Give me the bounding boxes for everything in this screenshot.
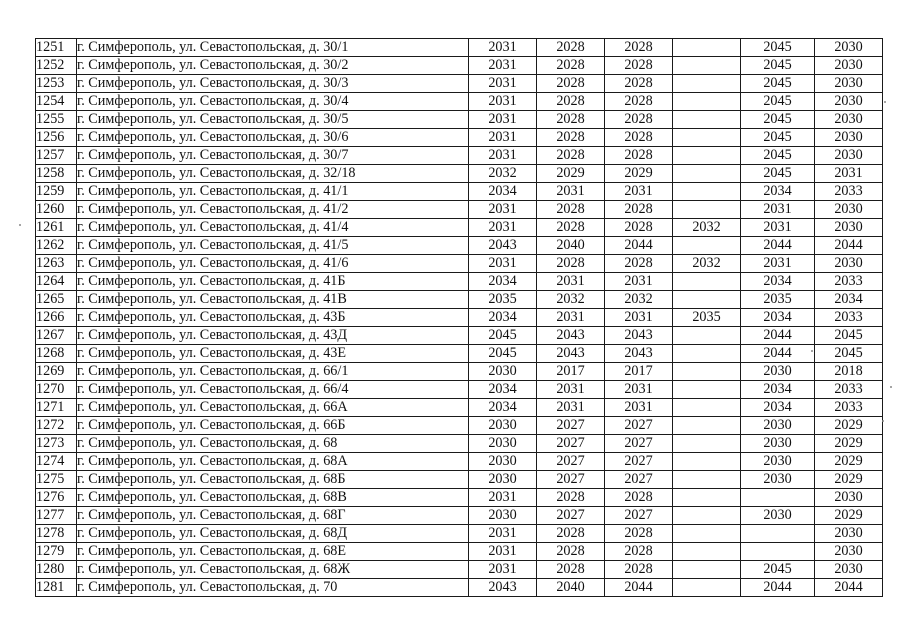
year-cell-3: 2027 <box>605 417 673 435</box>
year-cell-3: 2028 <box>605 543 673 561</box>
table-row <box>36 543 883 561</box>
year-cell-5: 2045 <box>741 147 815 165</box>
year-cell-5: 2034 <box>741 399 815 417</box>
year-cell-3: 2027 <box>605 453 673 471</box>
year-cell-6: 2033 <box>815 273 883 291</box>
row-number: 1273 <box>36 435 77 453</box>
address-cell: г. Симферополь, ул. Севастопольская, д. 41/4 <box>77 219 469 237</box>
table-row <box>36 561 883 579</box>
year-cell-1: 2031 <box>469 147 537 165</box>
year-cell-6: 2030 <box>815 111 883 129</box>
table-row <box>36 57 883 75</box>
address-cell: г. Симферополь, ул. Севастопольская, д. 32/18 <box>77 165 469 183</box>
year-cell-1: 2031 <box>469 543 537 561</box>
year-cell-5 <box>741 489 815 507</box>
year-cell-3: 2031 <box>605 381 673 399</box>
row-number: 1270 <box>36 381 77 399</box>
table-row <box>36 435 883 453</box>
year-cell-3: 2043 <box>605 327 673 345</box>
year-cell-1: 2034 <box>469 309 537 327</box>
table-row <box>36 471 883 489</box>
year-cell-4 <box>673 381 741 399</box>
table-row <box>36 111 883 129</box>
year-cell-4: 2032 <box>673 219 741 237</box>
address-cell: г. Симферополь, ул. Севастопольская, д. 66А <box>77 399 469 417</box>
year-cell-3: 2028 <box>605 75 673 93</box>
year-cell-1: 2030 <box>469 417 537 435</box>
year-cell-2: 2028 <box>537 489 605 507</box>
year-cell-2: 2028 <box>537 57 605 75</box>
year-cell-6: 2030 <box>815 39 883 57</box>
year-cell-4 <box>673 165 741 183</box>
address-cell: г. Симферополь, ул. Севастопольская, д. 41/6 <box>77 255 469 273</box>
year-cell-4 <box>673 111 741 129</box>
year-cell-6: 2033 <box>815 399 883 417</box>
table-row <box>36 201 883 219</box>
year-cell-6: 2033 <box>815 381 883 399</box>
year-cell-5: 2035 <box>741 291 815 309</box>
year-cell-6: 2029 <box>815 507 883 525</box>
table-row <box>36 399 883 417</box>
year-cell-3: 2028 <box>605 39 673 57</box>
year-cell-4 <box>673 93 741 111</box>
year-cell-6: 2030 <box>815 543 883 561</box>
year-cell-6: 2029 <box>815 435 883 453</box>
year-cell-5: 2045 <box>741 129 815 147</box>
year-cell-5: 2031 <box>741 255 815 273</box>
table-row <box>36 327 883 345</box>
row-number: 1253 <box>36 75 77 93</box>
address-cell: г. Симферополь, ул. Севастопольская, д. 30/4 <box>77 93 469 111</box>
table-row <box>36 39 883 57</box>
year-cell-5: 2045 <box>741 561 815 579</box>
year-cell-3: 2027 <box>605 507 673 525</box>
year-cell-5: 2044 <box>741 327 815 345</box>
year-cell-3: 2031 <box>605 399 673 417</box>
year-cell-5: 2034 <box>741 381 815 399</box>
address-cell: г. Симферополь, ул. Севастопольская, д. 43Д <box>77 327 469 345</box>
year-cell-2: 2031 <box>537 183 605 201</box>
row-number: 1277 <box>36 507 77 525</box>
year-cell-6: 2030 <box>815 201 883 219</box>
row-number: 1256 <box>36 129 77 147</box>
year-cell-2: 2028 <box>537 129 605 147</box>
row-number: 1281 <box>36 579 77 597</box>
year-cell-2: 2028 <box>537 219 605 237</box>
year-cell-4 <box>673 147 741 165</box>
table-row <box>36 237 883 255</box>
year-cell-6: 2045 <box>815 345 883 363</box>
table-row <box>36 309 883 327</box>
year-cell-4 <box>673 561 741 579</box>
row-number: 1263 <box>36 255 77 273</box>
row-number: 1265 <box>36 291 77 309</box>
year-cell-3: 2028 <box>605 57 673 75</box>
year-cell-6: 2045 <box>815 327 883 345</box>
year-cell-6: 2030 <box>815 129 883 147</box>
address-cell: г. Симферополь, ул. Севастопольская, д. 68В <box>77 489 469 507</box>
year-cell-4 <box>673 201 741 219</box>
year-cell-4 <box>673 183 741 201</box>
year-cell-5: 2045 <box>741 93 815 111</box>
row-number: 1252 <box>36 57 77 75</box>
housing-register-table <box>35 38 883 597</box>
address-cell: г. Симферополь, ул. Севастопольская, д. 68Ж <box>77 561 469 579</box>
document-page <box>35 38 883 597</box>
year-cell-6: 2033 <box>815 309 883 327</box>
address-cell: г. Симферополь, ул. Севастопольская, д. 68А <box>77 453 469 471</box>
table-row <box>36 183 883 201</box>
year-cell-2: 2031 <box>537 399 605 417</box>
year-cell-3: 2028 <box>605 201 673 219</box>
scan-speck <box>811 350 813 352</box>
address-cell: г. Симферополь, ул. Севастопольская, д. 30/3 <box>77 75 469 93</box>
year-cell-3: 2028 <box>605 255 673 273</box>
year-cell-4 <box>673 345 741 363</box>
table-row <box>36 507 883 525</box>
year-cell-5: 2030 <box>741 435 815 453</box>
year-cell-2: 2028 <box>537 561 605 579</box>
year-cell-1: 2031 <box>469 561 537 579</box>
year-cell-5: 2045 <box>741 39 815 57</box>
address-cell: г. Симферополь, ул. Севастопольская, д. 30/6 <box>77 129 469 147</box>
year-cell-4 <box>673 435 741 453</box>
year-cell-3: 2031 <box>605 183 673 201</box>
year-cell-4: 2032 <box>673 255 741 273</box>
year-cell-2: 2028 <box>537 39 605 57</box>
year-cell-5: 2045 <box>741 165 815 183</box>
year-cell-4 <box>673 417 741 435</box>
table-row <box>36 93 883 111</box>
year-cell-4 <box>673 57 741 75</box>
table-body <box>36 39 883 597</box>
year-cell-4 <box>673 399 741 417</box>
year-cell-3: 2028 <box>605 147 673 165</box>
table-row <box>36 255 883 273</box>
year-cell-1: 2031 <box>469 525 537 543</box>
address-cell: г. Симферополь, ул. Севастопольская, д. 68Д <box>77 525 469 543</box>
year-cell-5: 2031 <box>741 201 815 219</box>
year-cell-6: 2030 <box>815 93 883 111</box>
year-cell-2: 2031 <box>537 273 605 291</box>
scan-speck <box>19 224 21 226</box>
year-cell-3: 2027 <box>605 471 673 489</box>
year-cell-6: 2030 <box>815 219 883 237</box>
row-number: 1269 <box>36 363 77 381</box>
year-cell-2: 2028 <box>537 93 605 111</box>
row-number: 1261 <box>36 219 77 237</box>
year-cell-3: 2017 <box>605 363 673 381</box>
year-cell-3: 2027 <box>605 435 673 453</box>
address-cell: г. Симферополь, ул. Севастопольская, д. 30/5 <box>77 111 469 129</box>
year-cell-4 <box>673 363 741 381</box>
year-cell-4 <box>673 75 741 93</box>
row-number: 1278 <box>36 525 77 543</box>
year-cell-6: 2030 <box>815 525 883 543</box>
address-cell: г. Симферополь, ул. Севастопольская, д. 30/7 <box>77 147 469 165</box>
row-number: 1258 <box>36 165 77 183</box>
year-cell-1: 2031 <box>469 201 537 219</box>
year-cell-5: 2044 <box>741 345 815 363</box>
year-cell-2: 2028 <box>537 525 605 543</box>
year-cell-3: 2044 <box>605 579 673 597</box>
scan-speck <box>884 101 886 103</box>
year-cell-2: 2017 <box>537 363 605 381</box>
address-cell: г. Симферополь, ул. Севастопольская, д. 70 <box>77 579 469 597</box>
year-cell-1: 2032 <box>469 165 537 183</box>
year-cell-2: 2029 <box>537 165 605 183</box>
year-cell-4 <box>673 273 741 291</box>
year-cell-2: 2028 <box>537 147 605 165</box>
year-cell-3: 2032 <box>605 291 673 309</box>
year-cell-1: 2043 <box>469 237 537 255</box>
address-cell: г. Симферополь, ул. Севастопольская, д. 68Г <box>77 507 469 525</box>
year-cell-5: 2030 <box>741 507 815 525</box>
year-cell-4 <box>673 291 741 309</box>
year-cell-4 <box>673 471 741 489</box>
year-cell-1: 2031 <box>469 219 537 237</box>
address-cell: г. Симферополь, ул. Севастопольская, д. 66/1 <box>77 363 469 381</box>
table-row <box>36 363 883 381</box>
row-number: 1259 <box>36 183 77 201</box>
scan-speck <box>882 420 884 422</box>
year-cell-6: 2029 <box>815 453 883 471</box>
year-cell-6: 2029 <box>815 417 883 435</box>
row-number: 1275 <box>36 471 77 489</box>
year-cell-1: 2030 <box>469 453 537 471</box>
year-cell-6: 2030 <box>815 57 883 75</box>
year-cell-6: 2030 <box>815 561 883 579</box>
year-cell-6: 2044 <box>815 237 883 255</box>
address-cell: г. Симферополь, ул. Севастопольская, д. 41В <box>77 291 469 309</box>
table-row <box>36 381 883 399</box>
table-row <box>36 165 883 183</box>
year-cell-3: 2028 <box>605 561 673 579</box>
address-cell: г. Симферополь, ул. Севастопольская, д. 43Б <box>77 309 469 327</box>
year-cell-1: 2034 <box>469 273 537 291</box>
year-cell-3: 2044 <box>605 237 673 255</box>
year-cell-4 <box>673 507 741 525</box>
year-cell-3: 2028 <box>605 489 673 507</box>
row-number: 1271 <box>36 399 77 417</box>
year-cell-2: 2027 <box>537 435 605 453</box>
year-cell-1: 2031 <box>469 489 537 507</box>
year-cell-1: 2031 <box>469 57 537 75</box>
address-cell: г. Симферополь, ул. Севастопольская, д. 43Е <box>77 345 469 363</box>
year-cell-1: 2034 <box>469 183 537 201</box>
table-row <box>36 291 883 309</box>
year-cell-5: 2045 <box>741 57 815 75</box>
year-cell-2: 2031 <box>537 381 605 399</box>
year-cell-5: 2045 <box>741 75 815 93</box>
year-cell-4 <box>673 579 741 597</box>
table-row <box>36 273 883 291</box>
address-cell: г. Симферополь, ул. Севастопольская, д. 68 <box>77 435 469 453</box>
row-number: 1262 <box>36 237 77 255</box>
row-number: 1254 <box>36 93 77 111</box>
address-cell: г. Симферополь, ул. Севастопольская, д. 30/1 <box>77 39 469 57</box>
row-number: 1264 <box>36 273 77 291</box>
year-cell-4 <box>673 129 741 147</box>
address-cell: г. Симферополь, ул. Севастопольская, д. 41/1 <box>77 183 469 201</box>
year-cell-6: 2030 <box>815 147 883 165</box>
year-cell-2: 2028 <box>537 201 605 219</box>
year-cell-2: 2040 <box>537 579 605 597</box>
year-cell-1: 2035 <box>469 291 537 309</box>
row-number: 1274 <box>36 453 77 471</box>
year-cell-6: 2030 <box>815 489 883 507</box>
year-cell-5: 2031 <box>741 219 815 237</box>
table-row <box>36 129 883 147</box>
year-cell-6: 2044 <box>815 579 883 597</box>
year-cell-2: 2027 <box>537 507 605 525</box>
year-cell-1: 2043 <box>469 579 537 597</box>
year-cell-5 <box>741 543 815 561</box>
row-number: 1255 <box>36 111 77 129</box>
address-cell: г. Симферополь, ул. Севастопольская, д. 41Б <box>77 273 469 291</box>
year-cell-6: 2030 <box>815 255 883 273</box>
row-number: 1260 <box>36 201 77 219</box>
year-cell-5: 2030 <box>741 471 815 489</box>
table-row <box>36 525 883 543</box>
year-cell-5: 2044 <box>741 237 815 255</box>
year-cell-5: 2030 <box>741 363 815 381</box>
year-cell-5: 2030 <box>741 417 815 435</box>
year-cell-1: 2031 <box>469 75 537 93</box>
year-cell-3: 2029 <box>605 165 673 183</box>
year-cell-3: 2028 <box>605 111 673 129</box>
year-cell-5 <box>741 525 815 543</box>
year-cell-6: 2018 <box>815 363 883 381</box>
year-cell-3: 2028 <box>605 219 673 237</box>
year-cell-1: 2031 <box>469 255 537 273</box>
year-cell-2: 2028 <box>537 543 605 561</box>
row-number: 1276 <box>36 489 77 507</box>
row-number: 1266 <box>36 309 77 327</box>
row-number: 1268 <box>36 345 77 363</box>
year-cell-3: 2028 <box>605 93 673 111</box>
row-number: 1257 <box>36 147 77 165</box>
row-number: 1280 <box>36 561 77 579</box>
address-cell: г. Симферополь, ул. Севастопольская, д. 41/2 <box>77 201 469 219</box>
address-cell: г. Симферополь, ул. Севастопольская, д. 41/5 <box>77 237 469 255</box>
address-cell: г. Симферополь, ул. Севастопольская, д. 68Е <box>77 543 469 561</box>
year-cell-1: 2031 <box>469 111 537 129</box>
year-cell-4 <box>673 453 741 471</box>
year-cell-3: 2028 <box>605 525 673 543</box>
year-cell-1: 2030 <box>469 435 537 453</box>
year-cell-2: 2043 <box>537 327 605 345</box>
year-cell-4 <box>673 543 741 561</box>
table-row <box>36 453 883 471</box>
year-cell-2: 2028 <box>537 111 605 129</box>
row-number: 1272 <box>36 417 77 435</box>
table-row <box>36 75 883 93</box>
year-cell-5: 2044 <box>741 579 815 597</box>
year-cell-3: 2043 <box>605 345 673 363</box>
year-cell-1: 2031 <box>469 39 537 57</box>
year-cell-4 <box>673 489 741 507</box>
year-cell-1: 2030 <box>469 363 537 381</box>
scan-speck <box>890 386 892 388</box>
year-cell-4 <box>673 525 741 543</box>
year-cell-3: 2031 <box>605 273 673 291</box>
year-cell-2: 2027 <box>537 471 605 489</box>
table-row <box>36 345 883 363</box>
year-cell-6: 2034 <box>815 291 883 309</box>
address-cell: г. Симферополь, ул. Севастопольская, д. 66/4 <box>77 381 469 399</box>
year-cell-2: 2043 <box>537 345 605 363</box>
table-row <box>36 489 883 507</box>
year-cell-1: 2030 <box>469 471 537 489</box>
row-number: 1279 <box>36 543 77 561</box>
year-cell-1: 2031 <box>469 129 537 147</box>
year-cell-4 <box>673 327 741 345</box>
year-cell-5: 2034 <box>741 183 815 201</box>
year-cell-1: 2045 <box>469 345 537 363</box>
year-cell-3: 2028 <box>605 129 673 147</box>
year-cell-1: 2034 <box>469 381 537 399</box>
year-cell-6: 2031 <box>815 165 883 183</box>
year-cell-2: 2032 <box>537 291 605 309</box>
table-row <box>36 417 883 435</box>
year-cell-6: 2030 <box>815 75 883 93</box>
year-cell-4 <box>673 39 741 57</box>
address-cell: г. Симферополь, ул. Севастопольская, д. 68Б <box>77 471 469 489</box>
table-row <box>36 219 883 237</box>
year-cell-2: 2028 <box>537 255 605 273</box>
year-cell-1: 2034 <box>469 399 537 417</box>
year-cell-4 <box>673 237 741 255</box>
year-cell-5: 2034 <box>741 309 815 327</box>
year-cell-6: 2033 <box>815 183 883 201</box>
year-cell-1: 2045 <box>469 327 537 345</box>
year-cell-3: 2031 <box>605 309 673 327</box>
year-cell-2: 2027 <box>537 453 605 471</box>
address-cell: г. Симферополь, ул. Севастопольская, д. 66Б <box>77 417 469 435</box>
year-cell-2: 2027 <box>537 417 605 435</box>
row-number: 1267 <box>36 327 77 345</box>
address-cell: г. Симферополь, ул. Севастопольская, д. 30/2 <box>77 57 469 75</box>
table-row <box>36 579 883 597</box>
year-cell-5: 2030 <box>741 453 815 471</box>
year-cell-5: 2045 <box>741 111 815 129</box>
year-cell-4: 2035 <box>673 309 741 327</box>
year-cell-1: 2030 <box>469 507 537 525</box>
row-number: 1251 <box>36 39 77 57</box>
year-cell-2: 2031 <box>537 309 605 327</box>
table-row <box>36 147 883 165</box>
year-cell-1: 2031 <box>469 93 537 111</box>
year-cell-2: 2028 <box>537 75 605 93</box>
year-cell-6: 2029 <box>815 471 883 489</box>
year-cell-2: 2040 <box>537 237 605 255</box>
year-cell-5: 2034 <box>741 273 815 291</box>
